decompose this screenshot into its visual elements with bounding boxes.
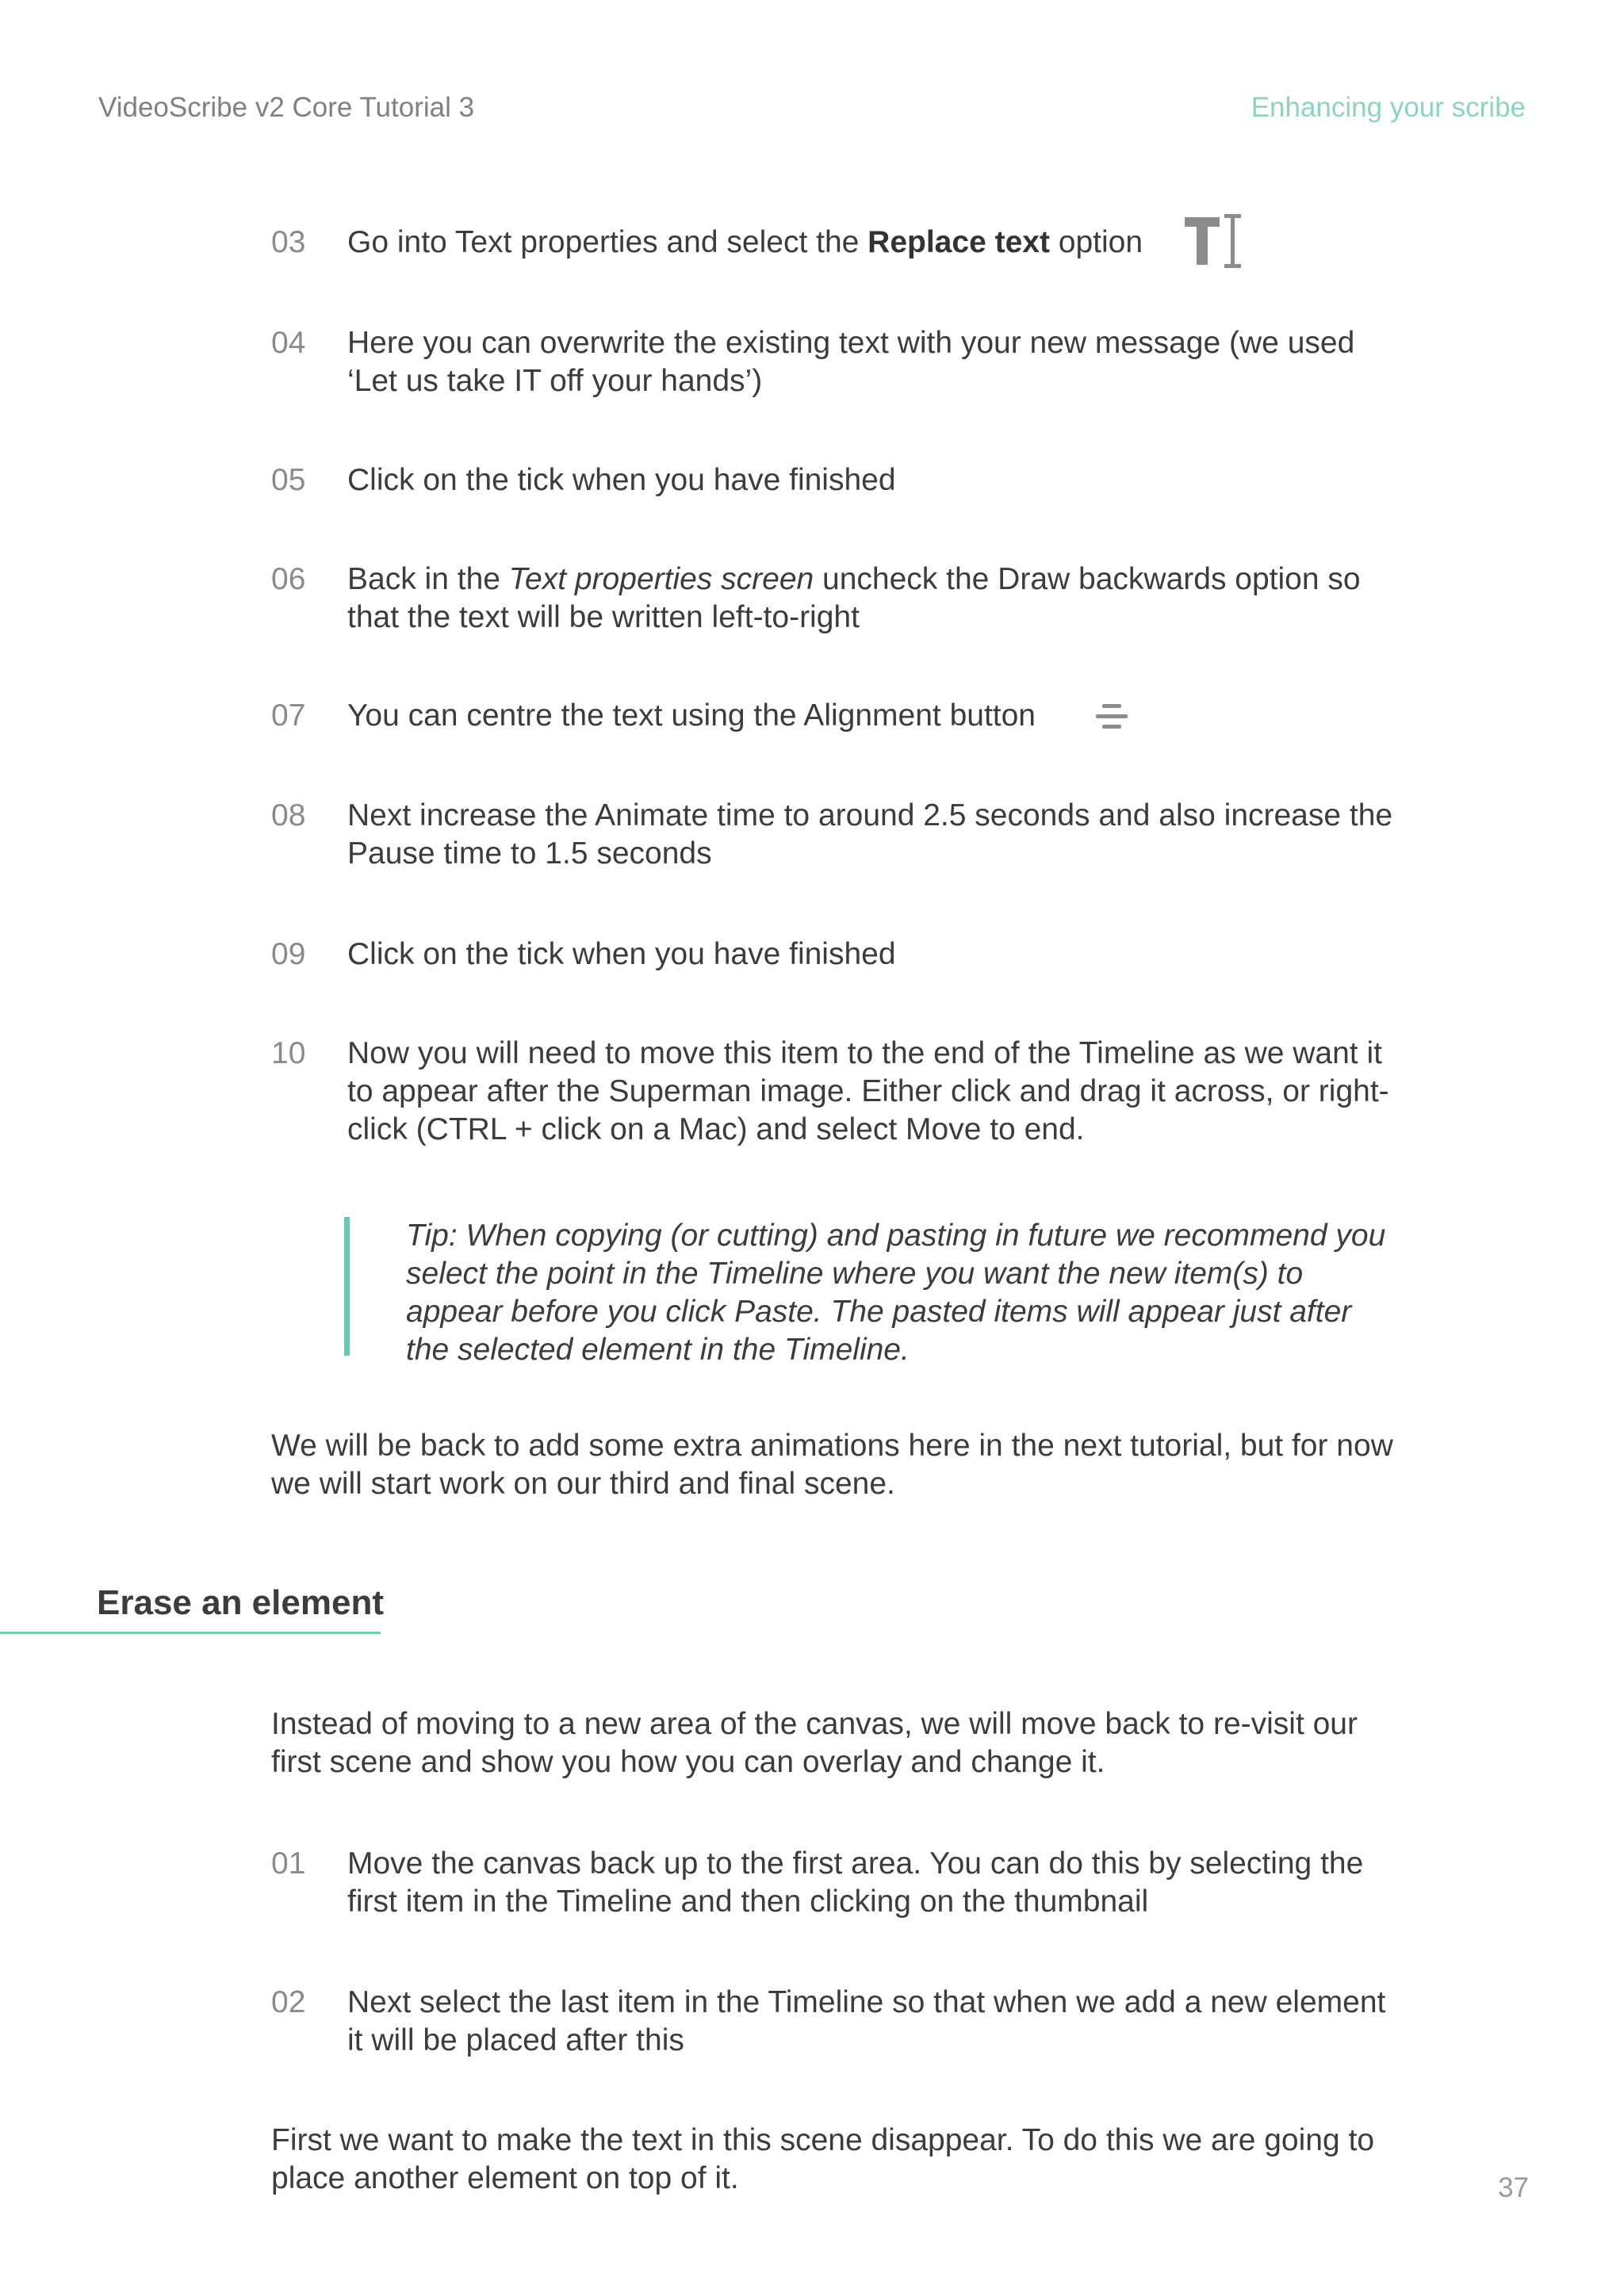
step-number: 09	[271, 937, 306, 971]
step-number: 10	[271, 1036, 306, 1070]
step-text: Next increase the Animate time to around 2.5 seconds and also increase the Pause time to 1.5 seconds	[347, 798, 1393, 871]
step-text: Back in the Text properties screen uncheck the Draw backwards option so that the text will be written left-to-right	[347, 562, 1361, 634]
section-divider	[0, 1632, 381, 1634]
step-text: Next select the last item in the Timeline so that when we add a new element it will be placed after this	[347, 1985, 1386, 2057]
step-text: Now you will need to move this item to the end of the Timeline as we want it to appear after the Superman image. Either click and drag it across, or right-click (CTRL + click on a Mac) and select Move to end.	[347, 1036, 1389, 1146]
tip-text: Tip: When copying (or cutting) and pasting in future we recommend you select the point in the Timeline where you want the new item(s) to appear before you click Paste. The pasted items will appear just after the selected element in the Timeline.	[406, 1219, 1386, 1367]
step-text: Click on the tick when you have finished	[347, 463, 896, 497]
step-text: Click on the tick when you have finished	[347, 937, 896, 971]
paragraph: First we want to make the text in this scene disappear. To do this we are going to place another element on top of it.	[271, 2123, 1375, 2195]
step-number: 08	[271, 798, 306, 832]
paragraph: We will be back to add some extra animations here in the next tutorial, but for now we will start work on our third and final scene.	[271, 1429, 1393, 1501]
tip-callout	[344, 1217, 1388, 1367]
document-title: VideoScribe v2 Core Tutorial 3	[98, 92, 475, 123]
step-text: Move the canvas back up to the first area. You can do this by selecting the first item in the Timeline and then clicking on the thumbnail	[347, 1846, 1364, 1919]
page-number: 37	[1498, 2172, 1529, 2203]
step-number: 05	[271, 463, 306, 497]
text-tool-icon	[1182, 211, 1245, 271]
step-number: 07	[271, 698, 306, 733]
align-center-icon	[1093, 702, 1131, 731]
step-number: 04	[271, 326, 306, 360]
step-text: Here you can overwrite the existing text with your new message (we used ‘Let us take IT off your hands’)	[347, 326, 1355, 398]
step-text: You can centre the text using the Alignment button	[347, 698, 1036, 733]
step-text: Go into Text properties and select the Replace text option	[347, 225, 1143, 259]
step-number: 03	[271, 225, 306, 259]
section-intro: Instead of moving to a new area of the canvas, we will move back to re-visit our first scene and show you how you can overlay and change it.	[271, 1707, 1358, 1779]
step-number: 02	[271, 1985, 306, 2019]
step-number: 01	[271, 1846, 306, 1881]
step-number: 06	[271, 562, 306, 596]
chapter-title: Enhancing your scribe	[1251, 92, 1526, 123]
section-heading: Erase an element	[97, 1583, 384, 1622]
